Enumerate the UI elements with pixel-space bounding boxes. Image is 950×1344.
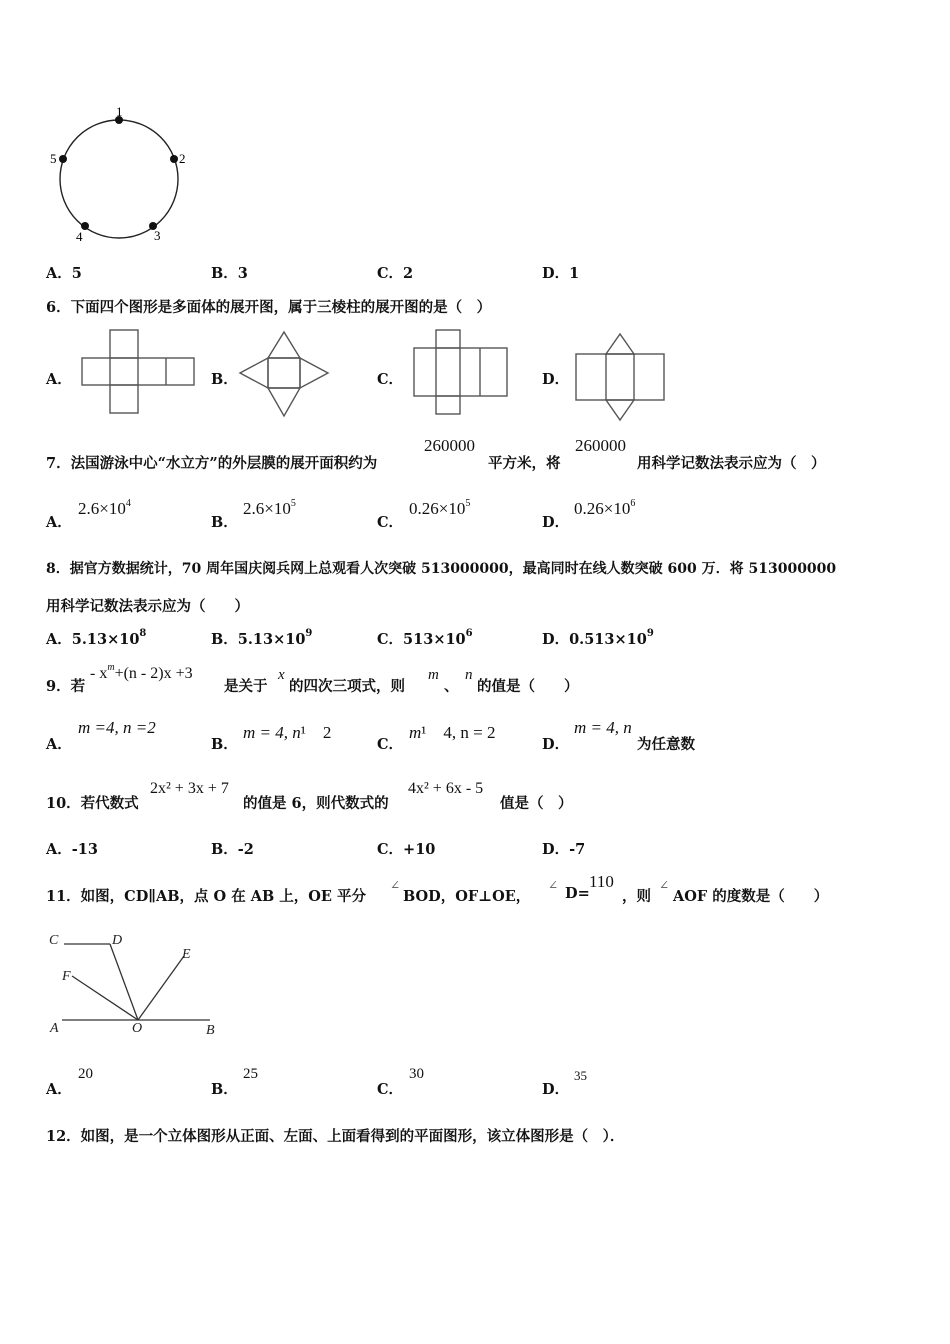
q9-middle2: 的四次三项式，则 bbox=[289, 678, 405, 695]
q10-option-d[interactable]: D．-7 bbox=[542, 841, 586, 858]
q7-option-d[interactable]: D． bbox=[542, 514, 570, 531]
q12-text: 12．如图，是一个立体图形从正面、左面、上面看得到的平面图形，该立体图形是（ ）． bbox=[46, 1128, 625, 1145]
q11-text-c: D= bbox=[565, 885, 590, 902]
label-b: B bbox=[206, 1023, 215, 1038]
q6-option-b-letter[interactable]: B． bbox=[211, 371, 238, 388]
q7-number-1: 260000 bbox=[424, 436, 475, 455]
q11-text-e: AOF 的度数是（ ） bbox=[673, 888, 829, 905]
q11-option-a-value: 20 bbox=[78, 1066, 93, 1082]
circle-label-1: 1 bbox=[116, 104, 123, 119]
q9-expression: - $x^m+(n - 2)x +3$ bbox=[90, 662, 193, 682]
q8-option-b[interactable]: B．$5.13\times 10^9$ bbox=[211, 628, 313, 648]
label-o: O bbox=[132, 1021, 143, 1036]
q9-option-a-expr: m =4, n =2 bbox=[78, 718, 156, 737]
label-d: D bbox=[112, 933, 123, 948]
q11-option-b[interactable]: B． bbox=[211, 1081, 238, 1098]
q9-option-d-expr: m = 4, n bbox=[574, 718, 632, 737]
q9-option-b-expr: m = 4, n¹ 2 bbox=[243, 723, 332, 742]
q11-angle-symbol-1: ∠ bbox=[390, 878, 401, 892]
q11-angle-symbol-2: ∠ bbox=[548, 878, 559, 892]
point-5 bbox=[59, 155, 67, 163]
q9-option-d[interactable]: D． bbox=[542, 736, 570, 753]
q11-angle-symbol-3: ∠ bbox=[659, 878, 670, 892]
q10-expr2: 4x² + 6x - 5 bbox=[408, 780, 484, 797]
q9-option-c[interactable]: C． bbox=[377, 736, 404, 753]
point-2 bbox=[170, 155, 178, 163]
q9-sep: 、 bbox=[444, 678, 459, 695]
q11-option-b-value: 25 bbox=[243, 1066, 258, 1082]
q6-option-a-letter[interactable]: A． bbox=[46, 371, 72, 388]
q6-net-d bbox=[570, 328, 670, 423]
q11-option-c-value: 30 bbox=[409, 1066, 424, 1082]
q10-suffix: 值是（ ） bbox=[500, 795, 573, 812]
circle-label-5: 5 bbox=[50, 151, 57, 166]
q10-option-c[interactable]: C．+10 bbox=[377, 841, 436, 858]
q10-middle: 的值是 6，则代数式的 bbox=[243, 795, 389, 812]
label-c: C bbox=[49, 933, 59, 948]
q8-text-line1: 8．据官方数据统计，70 周年国庆阅兵网上总观看人次突破 513000000，最高同时在线人数突破 600 万．将 513000000 bbox=[46, 561, 837, 577]
q6-net-c bbox=[410, 328, 512, 418]
q7-option-b-expr: $2.6\times 10^5$ bbox=[243, 498, 296, 518]
q7-text-suffix: 用科学记数法表示应为（ ） bbox=[637, 455, 826, 472]
q7-option-a-expr: $2.6\times 10^4$ bbox=[78, 498, 131, 518]
q6-net-a bbox=[78, 328, 198, 416]
q7-option-c-expr: $0.26\times 10^5$ bbox=[409, 498, 471, 518]
q6-option-c-letter[interactable]: C． bbox=[377, 371, 404, 388]
q11-option-d-value: 35 bbox=[574, 1068, 587, 1083]
q7-option-a[interactable]: A． bbox=[46, 514, 72, 531]
q11-text-b: BOD，OF⊥OE， bbox=[403, 888, 531, 905]
q6-net-b bbox=[236, 328, 336, 420]
q10-option-a[interactable]: A．-13 bbox=[46, 841, 98, 858]
q9-var-x: x bbox=[278, 667, 285, 683]
q9-option-c-expr: m¹ 4, n = 2 bbox=[409, 723, 496, 742]
q8-option-c[interactable]: C．$513\times 10^6$ bbox=[377, 628, 473, 648]
circle-label-2: 2 bbox=[179, 151, 186, 166]
q11-text-d: ，则 bbox=[622, 888, 651, 905]
q6-option-d-letter[interactable]: D． bbox=[542, 371, 570, 388]
q11-option-a[interactable]: A． bbox=[46, 1081, 72, 1098]
q9-option-b[interactable]: B． bbox=[211, 736, 238, 753]
q8-option-a[interactable]: A．$5.13\times 10^8$ bbox=[46, 628, 147, 648]
q8-text-line2: 用科学记数法表示应为（ ） bbox=[46, 598, 249, 615]
q11-degree: 110 bbox=[589, 872, 614, 891]
q11-text-a: 11．如图，CD∥AB，点 O 在 AB 上，OE 平分 bbox=[46, 888, 367, 905]
circle bbox=[60, 120, 178, 238]
q9-suffix: 的值是（ ） bbox=[477, 678, 579, 695]
q9-prefix: 9．若 bbox=[46, 678, 86, 695]
q5-option-a[interactable]: A．5 bbox=[46, 265, 82, 282]
q9-var-n: n bbox=[465, 667, 473, 683]
q10-option-b[interactable]: B．-2 bbox=[211, 841, 254, 858]
q11-option-c[interactable]: C． bbox=[377, 1081, 404, 1098]
q6-text: 6．下面四个图形是多面体的展开图，属于三棱柱的展开图的是（ ） bbox=[46, 299, 492, 316]
circle-label-4: 4 bbox=[76, 229, 83, 244]
q10-expr1: 2x² + 3x + 7 bbox=[150, 780, 229, 797]
label-e: E bbox=[182, 947, 191, 962]
q9-middle: 是关于 bbox=[224, 678, 268, 695]
label-f: F bbox=[62, 969, 71, 984]
q5-option-d[interactable]: D．1 bbox=[542, 265, 580, 282]
q7-text-middle: 平方米，将 bbox=[488, 455, 561, 472]
q9-option-a[interactable]: A． bbox=[46, 736, 72, 753]
q9-var-m: m bbox=[428, 667, 439, 683]
label-a: A bbox=[50, 1021, 59, 1036]
q11-option-d[interactable]: D． bbox=[542, 1081, 570, 1098]
q7-number-2: 260000 bbox=[575, 436, 626, 455]
q5-option-c[interactable]: C．2 bbox=[377, 265, 414, 282]
q7-option-b[interactable]: B． bbox=[211, 514, 238, 531]
q7-option-d-expr: $0.26\times 10^6$ bbox=[574, 498, 636, 518]
circle-label-3: 3 bbox=[154, 228, 161, 243]
q8-option-d[interactable]: D．$0.513\times 10^9$ bbox=[542, 628, 654, 648]
q11-geometry-figure bbox=[44, 926, 229, 1041]
q10-prefix: 10．若代数式 bbox=[46, 795, 139, 812]
q5-option-b[interactable]: B．3 bbox=[211, 265, 248, 282]
q7-option-c[interactable]: C． bbox=[377, 514, 404, 531]
q9-option-d-after: 为任意数 bbox=[637, 736, 695, 753]
circle-points-figure bbox=[40, 100, 200, 250]
q7-text: 7．法国游泳中心“水立方”的外层膜的展开面积约为 bbox=[46, 455, 378, 472]
